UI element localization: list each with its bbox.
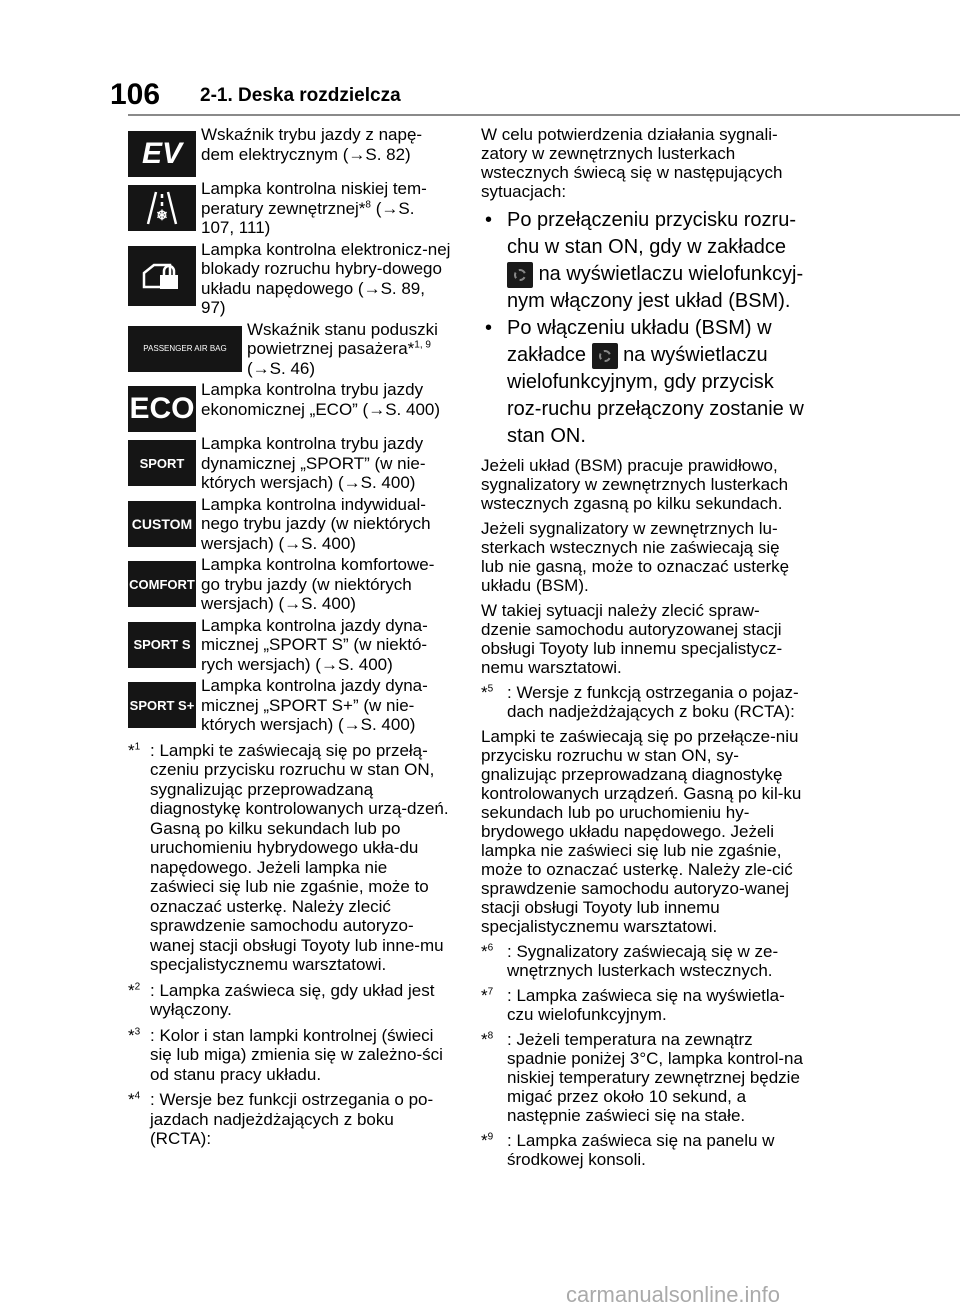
indicator-column	[128, 125, 452, 1149]
indicator-description: Lampka kontrolna komfortowe-go trybu jazdy (w niektórych wersjach) (→S. 400)	[201, 555, 435, 613]
text-column	[481, 125, 806, 1175]
indicator-description: Lampka kontrolna jazdy dyna-micznej „SPORT S+” (w nie-których wersjach) (→S. 400)	[201, 676, 428, 734]
sport-s-plus-mode-icon: SPORT S+	[128, 682, 196, 728]
footnote-6: *$^6$ : Sygnalizatory zaświecają się w ze-wnętrznych lusterkach wstecznych.	[481, 942, 779, 980]
header-rule	[128, 114, 960, 116]
footnote: *$^3$ : Kolor i stan lampki kontrolnej (świeci się lub miga) zmienia się w zależno-ści od stanu pracy układu.	[128, 1025, 443, 1084]
watermark: carmanualsonline.info	[566, 1282, 781, 1307]
settings-tab-icon	[507, 262, 533, 288]
comfort-mode-icon: COMFORT	[128, 561, 196, 607]
indicator-row	[128, 434, 452, 493]
indicator-row	[128, 179, 452, 238]
indicator-description: Lampka kontrolna indywidual-nego trybu jazdy (w niektórych wersjach) (→S. 400)	[201, 494, 431, 553]
indicator-row	[128, 616, 452, 675]
page-number: 106	[110, 78, 161, 111]
indicator-row	[128, 380, 452, 432]
settings-tab-icon	[592, 343, 618, 369]
footnote-7: *$^7$ : Lampka zaświeca się na wyświetla-czu wielofunkcyjnym.	[481, 986, 785, 1024]
indicator-description: Lampka kontrolna elektronicz-nej blokady rozruchu hybry-dowego układu napędowego (→S. 89, 97)	[201, 239, 451, 317]
svg-text:❄: ❄	[156, 207, 168, 223]
footnote-5: *$^5$ : Wersje z funkcją ostrzegania o pojaz-dach nadjeżdżających z boku (RCTA):	[481, 683, 799, 721]
left-footnotes	[128, 741, 452, 1149]
passenger-airbag-icon: PASSENGER AIR BAG	[128, 326, 242, 372]
indicator-description: Lampka kontrolna trybu jazdy dynamicznej „SPORT” (w nie-których wersjach) (→S. 400)	[201, 434, 426, 492]
indicator-description: Lampka kontrolna niskiej tem-peratury zewnętrznej*	[201, 179, 427, 218]
intro-paragraph: W celu potwierdzenia działania sygnali-zatory w zewnętrznych lusterkach wstecznych świecą się w następujących sytuacjach:	[481, 125, 783, 201]
indicator-description: Lampka kontrolna jazdy dyna-micznej „SPORT S” (w niektó-rych wersjach) (→S. 400)	[201, 615, 428, 674]
footnote-ref: 8	[365, 198, 371, 210]
indicator-description: Wskaźnik stanu poduszki powietrznej pasażera*	[247, 319, 438, 358]
indicator-row	[128, 676, 452, 735]
bullet-2-text-b: na wyświetlaczu wielofunkcyjnym, gdy przycisk roz-ruchu przełączony zostanie w stan ON.	[507, 344, 804, 447]
bullet-2-text-a: Po włączeniu układu (BSM) w zakładce	[507, 317, 772, 366]
page-reference: (→S. 107, 111)	[201, 198, 415, 237]
bsm-ok-paragraph: Jeżeli układ (BSM) pracuje prawidłowo, sygnalizatory w zewnętrznych lusterkach wstecznych zgasną po kilku sekundach.	[481, 456, 789, 513]
indicator-description: Lampka kontrolna trybu jazdy ekonomicznej „ECO” (→S. 400)	[201, 380, 441, 419]
diagnostic-paragraph: Lampki te zaświecają się po przełącze-niu przycisku rozruchu w stan ON, sy-gnalizując przeprowadzaną diagnostykę kontrolowanych urządzeń. Gasną po kil-ku sekundach lub po uruchomieniu hy-brydowego układu napędowego. Jeżeli lampka nie zaświeci się lub nie zgaśnie, może to oznaczać usterkę. Należy zle-cić sprawdzenie samochodu autoryzo-wanej stacji obsługi Toyoty lub innemu specjalistycznemu warsztatowi.	[481, 727, 802, 936]
page-reference: (→S. 46)	[247, 358, 316, 378]
footnote-8: *$^8$ : Jeżeli temperatura na zewnątrz spadnie poniżej 3°C, lampka kontrol-na niskiej temperatury zewnętrznej będzie migać przez około 10 sekund, a następnie zaświeci się na stałe.	[481, 1030, 803, 1125]
low-temperature-icon	[128, 185, 196, 231]
bullet-1: • Po przełączeniu przycisku rozru-chu w stan ON, gdy w zakładce na wyświetlaczu wielofunkcyj-nym włączony jest układ (BSM).	[485, 209, 804, 312]
immobilizer-lock-icon	[128, 246, 196, 306]
indicator-row	[128, 495, 452, 554]
service-paragraph: W takiej sytuacji należy zlecić spraw-dzenie samochodu autoryzowanej stacji obsługi Toyoty lub innemu specjalistycz-nemu warsztatowi.	[481, 601, 783, 677]
footnote: *$^1$ : Lampki te zaświecają się po przełą-czeniu przycisku rozruchu w stan ON, sygnalizując przeprowadzaną diagnostykę kontrolowanych urzą-dzeń. Gasną po kilku sekundach lub po uruchomieniu hybrydowego ukła-du napędowego. Jeżeli lampka nie zaświeci się lub nie zgaśnie, może to oznaczać usterkę. Należy zlecić sprawdzenie samochodu autoryzo-wanej stacji obsługi Toyoty lub inne-mu specjalistycznemu warsztatowi.	[128, 740, 449, 974]
ev-mode-icon: EV	[128, 131, 196, 177]
footnote: *$^2$ : Lampka zaświeca się, gdy układ jest wyłączony.	[128, 980, 435, 1019]
sport-mode-icon: SPORT	[128, 440, 196, 486]
bullet-1-text-a: Po przełączeniu przycisku rozru-chu w stan ON, gdy w zakładce	[507, 209, 796, 258]
bullet-2: • Po włączeniu układu (BSM) w zakładce na wyświetlaczu wielofunkcyjnym, gdy przycisk roz-ruchu przełączony zostanie w stan ON.	[485, 317, 804, 447]
indicator-row	[128, 125, 452, 177]
sport-s-mode-icon: SPORT S	[128, 622, 196, 668]
eco-mode-icon: ECO	[128, 386, 196, 432]
bullet-1-text-b: na wyświetlaczu wielofunkcyj-nym włączony jest układ (BSM).	[507, 263, 804, 312]
custom-mode-icon: CUSTOM	[128, 501, 196, 547]
footnote-ref: 1, 9	[414, 339, 431, 351]
indicator-row	[128, 555, 452, 614]
footnote-9: *$^9$ : Lampka zaświeca się na panelu w środkowej konsoli.	[481, 1131, 775, 1169]
indicator-row	[128, 240, 452, 318]
footnote: *$^4$ : Wersje bez funkcji ostrzegania o po-jazdach nadjeżdżających z boku (RCTA):	[128, 1090, 434, 1148]
bsm-fault-paragraph: Jeżeli sygnalizatory w zewnętrznych lu-sterkach wstecznych nie zaświecają się lub nie gasną, może to oznaczać usterkę układu (BSM).	[481, 519, 790, 595]
section-title: 2-1. Deska rozdzielcza	[200, 85, 401, 106]
indicator-list	[128, 125, 452, 735]
indicator-row	[128, 320, 452, 379]
indicator-description: Wskaźnik trybu jazdy z napę-dem elektrycznym (→S. 82)	[201, 125, 423, 164]
page-header	[0, 0, 960, 116]
